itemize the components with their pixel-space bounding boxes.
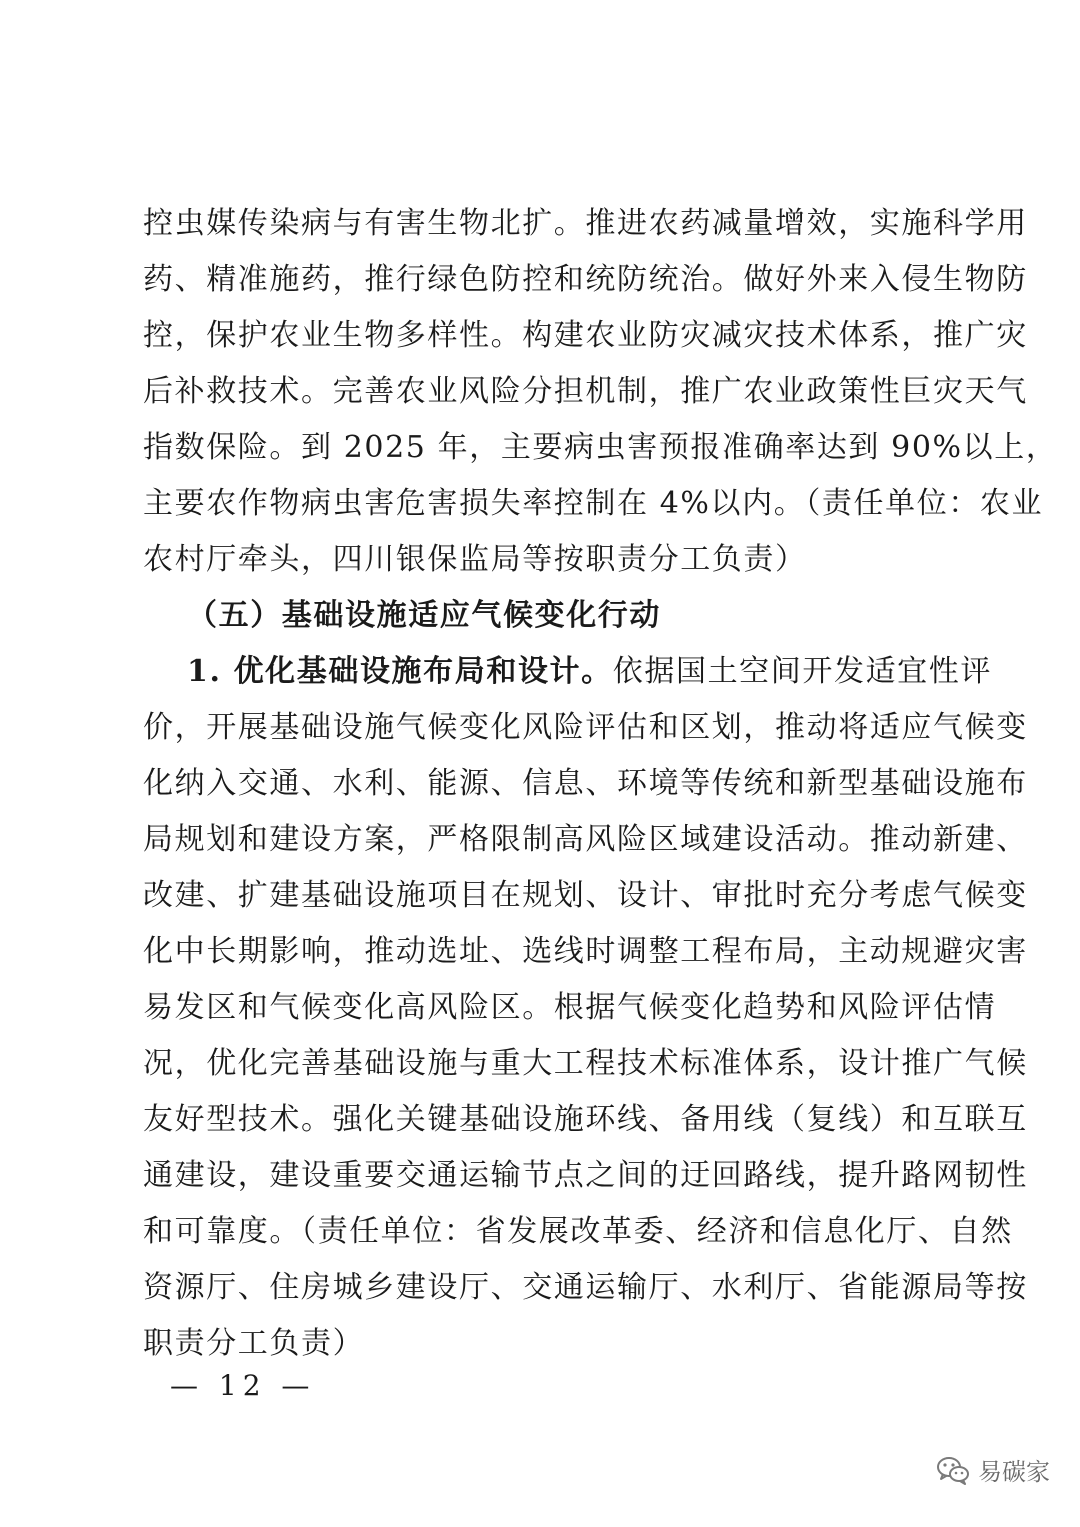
watermark: [936, 1452, 1050, 1487]
body-text-line: 局规划和建设方案，严格限制高风险区域建设活动。推动新建、: [143, 822, 1028, 857]
body-text-line: 主要农作物病虫害危害损失率控制在 4%以内。（责任单位：农业: [143, 486, 1044, 521]
page-number: — 12 —: [170, 1369, 316, 1402]
body-text-line: 和可靠度。（责任单位：省发展改革委、经济和信息化厅、自然: [143, 1214, 1013, 1249]
body-text-line: 指数保险。到 2025 年，主要病虫害预报准确率达到 90%以上，: [143, 430, 1058, 465]
item-first-line: [187, 644, 992, 700]
body-text-line: 易发区和气候变化高风险区。根据气候变化趋势和风险评估情: [143, 990, 997, 1025]
item-text: 依据国土空间开发适宜性评: [612, 654, 992, 689]
body-text-line: 职责分工负责）: [143, 1326, 365, 1361]
body-text-line: 控，保护农业生物多样性。构建农业防灾减灾技术体系，推广灾: [143, 318, 1028, 353]
section-heading: （五）基础设施适应气候变化行动: [187, 598, 661, 633]
body-text-line: 药、精准施药，推行绿色防控和统防统治。做好外来入侵生物防: [143, 262, 1028, 297]
body-text-line: 况，优化完善基础设施与重大工程技术标准体系，设计推广气候: [143, 1046, 1028, 1081]
body-text-line: 后补救技术。完善农业风险分担机制，推广农业政策性巨灾天气: [143, 374, 1028, 409]
body-text-line: 控虫媒传染病与有害生物北扩。推进农药减量增效，实施科学用: [143, 206, 1028, 241]
body-text-line: 友好型技术。强化关键基础设施环线、备用线（复线）和互联互: [143, 1102, 1028, 1137]
body-text-line: 通建设，建设重要交通运输节点之间的迂回路线，提升路网韧性: [143, 1158, 1028, 1193]
body-text-line: 农村厅牵头，四川银保监局等按职责分工负责）: [143, 542, 807, 577]
body-text-line: 价，开展基础设施气候变化风险评估和区划，推动将适应气候变: [143, 710, 1028, 745]
body-text-line: 化纳入交通、水利、能源、信息、环境等传统和新型基础设施布: [143, 766, 1028, 801]
wechat-icon: [936, 1455, 970, 1485]
body-text-line: 改建、扩建基础设施项目在规划、设计、审批时充分考虑气候变: [143, 878, 1028, 913]
watermark-text: 易碳家: [978, 1458, 1050, 1486]
body-text-line: 资源厅、住房城乡建设厅、交通运输厅、水利厅、省能源局等按: [143, 1270, 1028, 1305]
body-text-line: 化中长期影响，推动选址、选线时调整工程布局，主动规避灾害: [143, 934, 1028, 969]
item-title: 1. 优化基础设施布局和设计。: [187, 654, 613, 689]
